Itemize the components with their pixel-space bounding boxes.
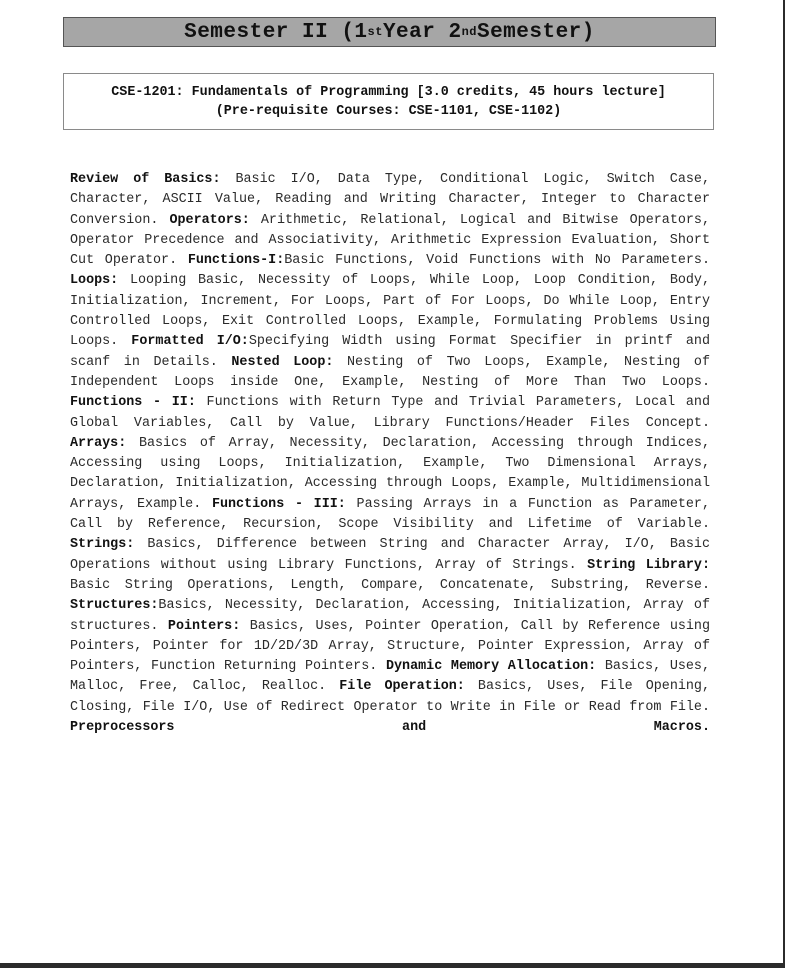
topic-heading: Review of Basics: <box>70 172 221 187</box>
topic-heading: Operators: <box>169 212 250 228</box>
topic-heading: Formatted I/O: <box>131 334 249 350</box>
topic-description: Functions with Return Type and Trivial Parameters, Local and Global Variables, Call by Value, Library Functions/Header Files Concept. <box>70 395 710 431</box>
course-prerequisites: (Pre-requisite Courses: CSE-1101, CSE-1102) <box>215 104 562 119</box>
syllabus-paragraph <box>70 170 710 738</box>
topic-description: Basics, Necessity, Declaration, Accessing, Initialization, Array of structures. <box>70 598 710 634</box>
page-border-bottom <box>0 963 785 968</box>
semester-heading-post: Semester) <box>476 20 595 44</box>
topic-description: Nesting of Two Loops, Example, Nesting of Independent Loops inside One, Example, Nesting of More Than Two Loops. <box>70 354 710 390</box>
topic-description: Basic Functions, Void Functions with No Parameters. <box>284 253 710 269</box>
topic-heading: Strings: <box>70 537 135 553</box>
topic-heading: Functions-I: <box>187 253 285 269</box>
topic-heading: Functions - II: <box>70 395 196 411</box>
semester-heading: Semester II (1 st Year 2 nd Semester) <box>63 17 716 47</box>
topic-heading: Preprocessors and Macros. <box>70 720 710 736</box>
topic-description: Looping Basic, Necessity of Loops, While Loop, Loop Condition, Body, Initialization, Increment, For Loops, Part of For Loops, Do While Loop, Entry Controlled Loops, Exit Controlled Loops, Example, Formulating Problems Using Loops. <box>70 273 710 350</box>
topic-heading: Pointers: <box>167 618 241 634</box>
topic-heading: Functions - III: <box>211 496 346 512</box>
topic-description: Basics, Uses, Pointer Operation, Call by Reference using Pointers, Pointer for 1D/2D/3D Array, Structure, Pointer Expression, Array of Pointers, Function Returning Pointers. <box>70 618 710 675</box>
topic-heading: Nested Loop: <box>231 354 334 370</box>
semester-heading-pre: Semester II (1 <box>184 20 368 44</box>
topic-description: Basics, Uses, Malloc, Free, Calloc, Realloc. <box>70 659 710 695</box>
semester-heading-mid: Year 2 <box>382 20 462 44</box>
topic-description: Specifying Width using Format Specifier in printf and scanf in Details. <box>70 334 711 370</box>
topic-description: Passing Arrays in a Function as Parameter, Call by Reference, Recursion, Scope Visibility and Lifetime of Variable. <box>70 496 711 533</box>
topic-description: Arithmetic, Relational, Logical and Bitwise Operators, Operator Precedence and Associativity, Arithmetic Expression Evaluation, Short Cut Operator. <box>70 212 710 269</box>
course-title: CSE-1201: Fundamentals of Programming [3.0 credits, 45 hours lecture] <box>111 85 666 100</box>
topic-heading: String Library: <box>587 557 710 573</box>
topic-heading: Dynamic Memory Allocation: <box>385 659 597 675</box>
course-info-box <box>63 73 714 130</box>
topic-description: Basics, Uses, File Opening, Closing, File I/O, Use of Redirect Operator to Write in File or Read from File. <box>70 679 710 715</box>
topic-description: Basic String Operations, Length, Compare, Concatenate, Substring, Reverse. <box>70 577 710 593</box>
topic-description: Basics, Difference between String and Character Array, I/O, Basic Operations without using Library Functions, Array of Strings. <box>70 537 710 573</box>
topic-description: Basic I/O, Data Type, Conditional Logic, Switch Case, Character, ASCII Value, Reading and Writing Character, Integer to Character Conversion. <box>70 172 710 228</box>
topic-heading: Arrays: <box>70 435 127 451</box>
topic-heading: File Operation: <box>339 679 465 695</box>
topic-description: Basics of Array, Necessity, Declaration, Accessing through Indices, Accessing using Loops, Initialization, Example, Two Dimensional Arrays, Declaration, Initialization, Accessing through Loops, Example, Multidimensional Arrays, Example. <box>70 435 710 512</box>
topic-heading: Loops: <box>70 273 119 289</box>
topic-heading: Structures: <box>70 598 159 614</box>
